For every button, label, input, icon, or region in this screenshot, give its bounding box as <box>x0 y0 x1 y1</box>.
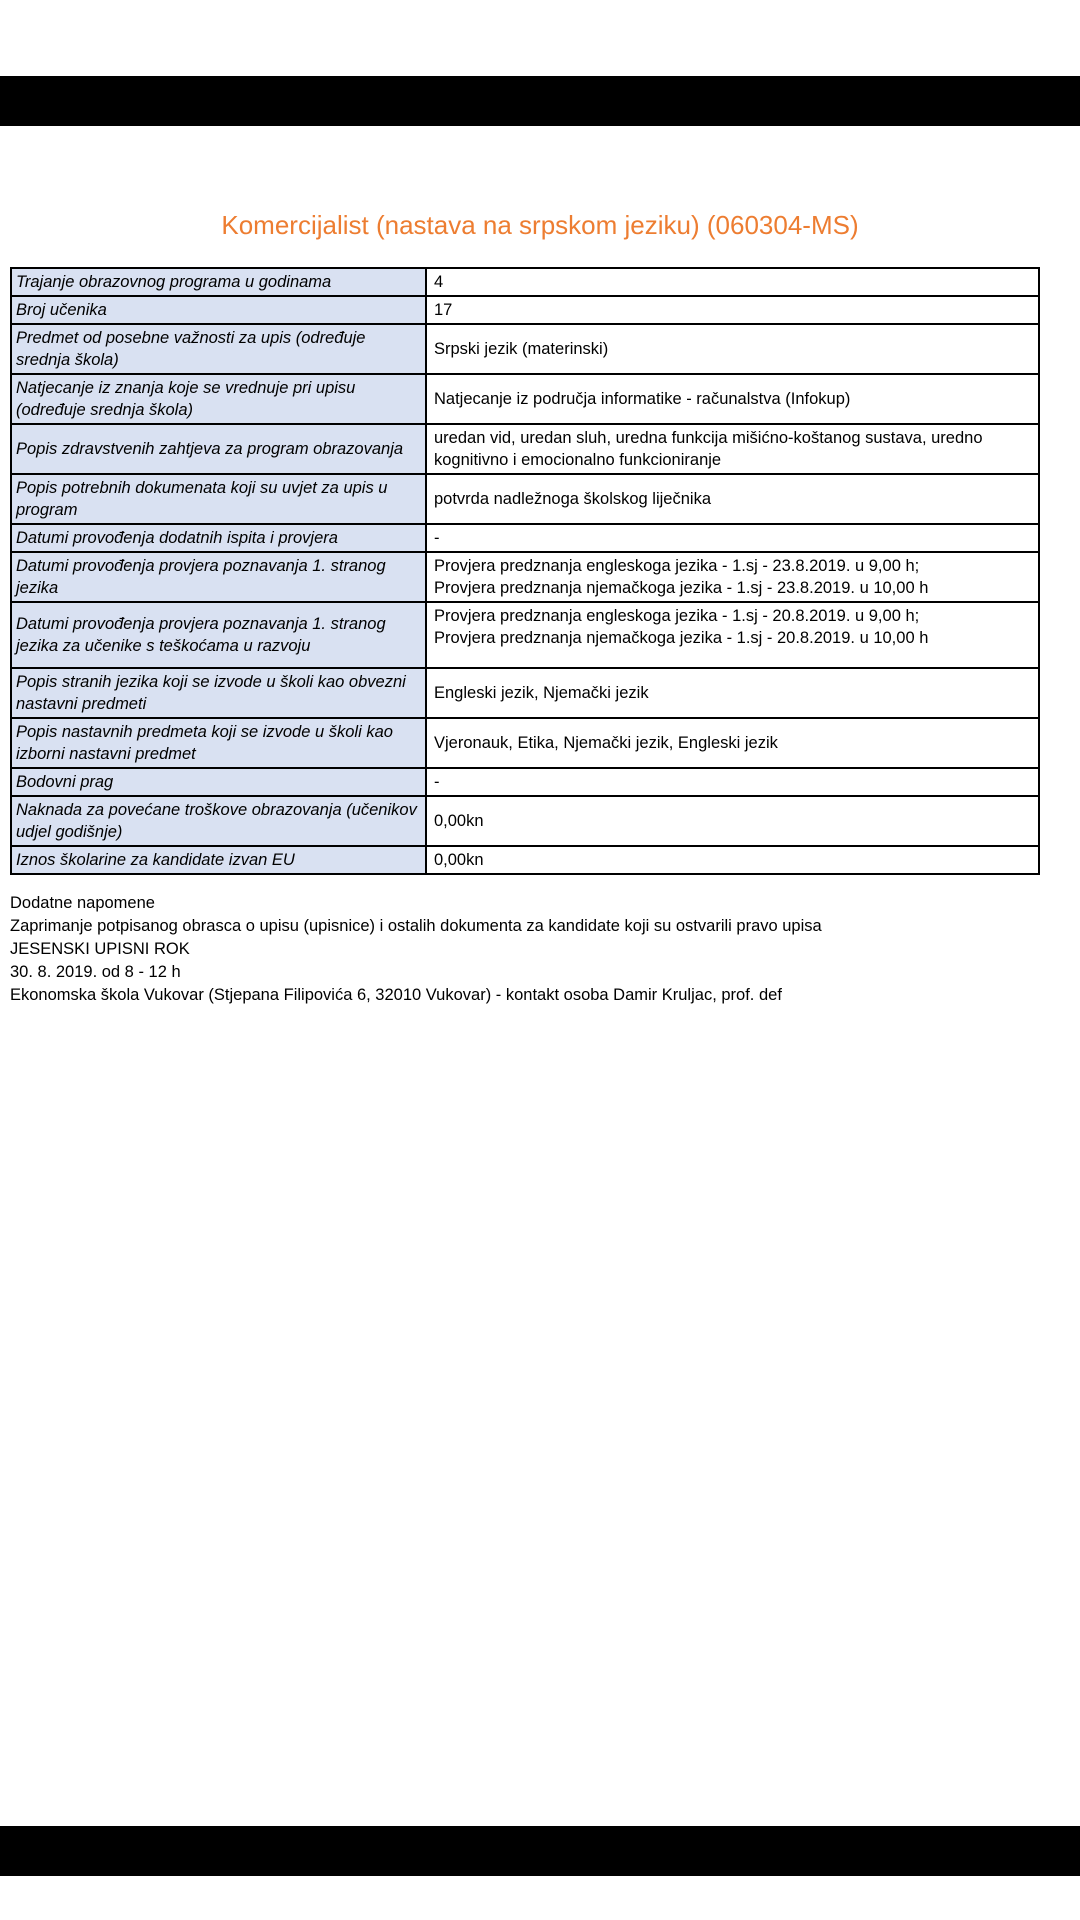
row-value: Provjera predznanja engleskoga jezika - 1.sj - 23.8.2019. u 9,00 h; Provjera predznanja njemačkoga jezika - 1.sj - 23.8.2019. u 10,00 h <box>426 552 1039 602</box>
table-row <box>11 474 1039 524</box>
row-value: Natjecanje iz područja informatike - računalstva (Infokup) <box>426 374 1039 424</box>
table-row <box>11 552 1039 602</box>
additional-notes <box>10 892 1070 1007</box>
row-value: 17 <box>426 296 1039 324</box>
row-label: Iznos školarine za kandidate izvan EU <box>11 846 426 874</box>
row-value: 0,00kn <box>426 796 1039 846</box>
row-label: Trajanje obrazovnog programa u godinama <box>11 268 426 296</box>
bottom-black-bar <box>0 1826 1080 1876</box>
notes-line: 30. 8. 2019. od 8 - 12 h <box>10 963 181 981</box>
row-value: Srpski jezik (materinski) <box>426 324 1039 374</box>
table-row <box>11 296 1039 324</box>
table-row <box>11 324 1039 374</box>
row-label: Popis potrebnih dokumenata koji su uvjet za upis u program <box>11 474 426 524</box>
notes-line: Ekonomska škola Vukovar (Stjepana Filipovića 6, 32010 Vukovar) - kontakt osoba Damir Kruljac, prof. def <box>10 986 782 1004</box>
top-black-bar <box>0 76 1080 126</box>
program-info-table <box>10 267 1040 875</box>
table-row <box>11 268 1039 296</box>
row-value: uredan vid, uredan sluh, uredna funkcija mišićno-koštanog sustava, uredno kognitivno i emocionalno funkcioniranje <box>426 424 1039 474</box>
row-value: Engleski jezik, Njemački jezik <box>426 668 1039 718</box>
row-label: Bodovni prag <box>11 768 426 796</box>
table-row <box>11 718 1039 768</box>
table-row <box>11 668 1039 718</box>
row-label: Datumi provođenja provjera poznavanja 1. stranog jezika za učenike s teškoćama u razvoju <box>11 602 426 668</box>
row-label: Popis nastavnih predmeta koji se izvode u školi kao izborni nastavni predmet <box>11 718 426 768</box>
row-label: Datumi provođenja dodatnih ispita i provjera <box>11 524 426 552</box>
row-label: Naknada za povećane troškove obrazovanja (učenikov udjel godišnje) <box>11 796 426 846</box>
notes-line: Zaprimanje potpisanog obrasca o upisu (upisnice) i ostalih dokumenta za kandidate koji su ostvarili pravo upisa <box>10 917 822 935</box>
row-value: 4 <box>426 268 1039 296</box>
table-row <box>11 524 1039 552</box>
table-row <box>11 374 1039 424</box>
row-value: Vjeronauk, Etika, Njemački jezik, Engleski jezik <box>426 718 1039 768</box>
row-value: - <box>426 768 1039 796</box>
notes-heading: Dodatne napomene <box>10 894 155 912</box>
row-label: Popis zdravstvenih zahtjeva za program obrazovanja <box>11 424 426 474</box>
page-title: Komercijalist (nastava na srpskom jeziku) (060304-MS) <box>221 210 859 240</box>
row-label: Datumi provođenja provjera poznavanja 1. stranog jezika <box>11 552 426 602</box>
table-row <box>11 768 1039 796</box>
row-value: 0,00kn <box>426 846 1039 874</box>
row-label: Natjecanje iz znanja koje se vrednuje pri upisu (određuje srednja škola) <box>11 374 426 424</box>
table-row <box>11 602 1039 668</box>
row-value: - <box>426 524 1039 552</box>
row-value: Provjera predznanja engleskoga jezika - 1.sj - 20.8.2019. u 9,00 h; Provjera predznanja njemačkoga jezika - 1.sj - 20.8.2019. u 10,00 h <box>426 602 1039 668</box>
row-value: potvrda nadležnoga školskog liječnika <box>426 474 1039 524</box>
table-row <box>11 424 1039 474</box>
row-label: Popis stranih jezika koji se izvode u školi kao obvezni nastavni predmeti <box>11 668 426 718</box>
table-row <box>11 796 1039 846</box>
table-row <box>11 846 1039 874</box>
notes-line: JESENSKI UPISNI ROK <box>10 940 190 958</box>
row-label: Broj učenika <box>11 296 426 324</box>
row-label: Predmet od posebne važnosti za upis (određuje srednja škola) <box>11 324 426 374</box>
